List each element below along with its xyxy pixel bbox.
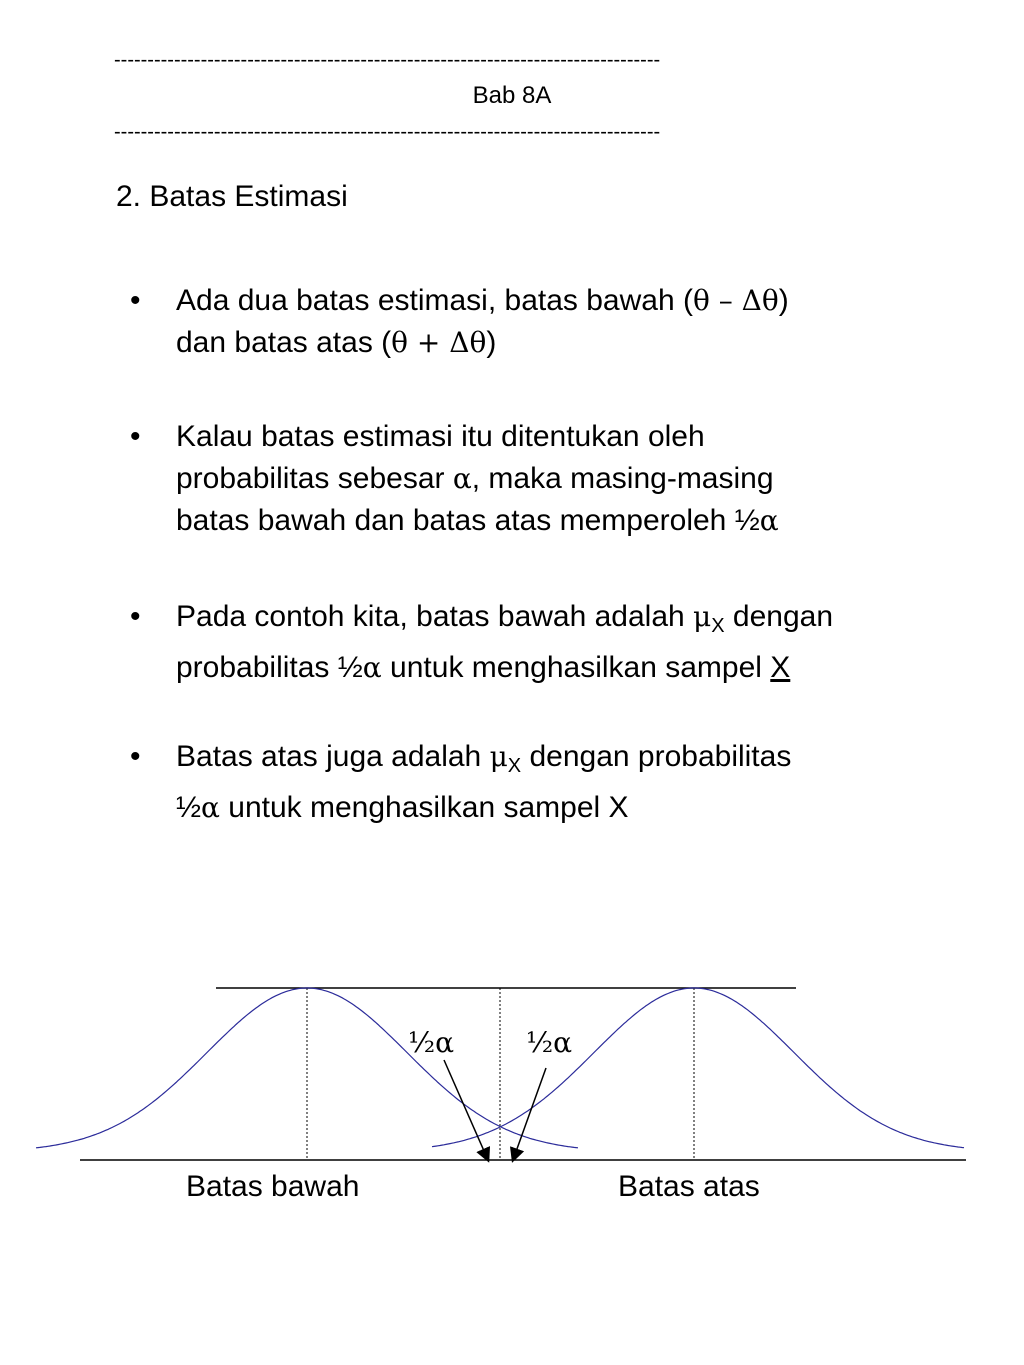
- right-tail-arrow: [513, 1068, 546, 1160]
- text-span: ): [486, 326, 497, 359]
- math-symbol: α: [759, 504, 779, 537]
- bullet-line: [176, 647, 950, 689]
- bullet-item-1: [130, 280, 950, 364]
- bullet-item-3: [130, 596, 950, 689]
- math-symbol: α: [201, 791, 220, 824]
- bullet-line: [176, 596, 950, 647]
- math-symbol: θ – Δθ: [692, 284, 779, 317]
- bullet-item-4: [130, 736, 950, 829]
- math-symbol: α: [452, 462, 472, 495]
- right-tail-probability-label: ½α: [526, 1026, 573, 1059]
- upper-bound-label: Batas atas: [618, 1170, 760, 1203]
- left-tail-arrow: [444, 1060, 488, 1160]
- math-symbol: μ: [693, 600, 712, 633]
- text-span: ): [778, 284, 789, 317]
- text-span: Ada dua batas estimasi, batas bawah (: [176, 284, 693, 317]
- text-span: Pada contoh kita, batas bawah adalah: [176, 600, 694, 633]
- text-span: probabilitas ½: [176, 651, 363, 684]
- bullet-line: Kalau batas estimasi itu ditentukan oleh: [176, 420, 705, 453]
- text-span: probabilitas sebesar: [176, 462, 453, 495]
- bullet-marker: •: [130, 420, 141, 453]
- bullet-line: [176, 736, 950, 787]
- math-symbol: θ + Δθ: [391, 326, 487, 359]
- bullet-line: [176, 787, 950, 829]
- header-rule-bottom: ----------------------------------------------------------------------------------: [114, 121, 661, 143]
- lower-bound-distribution-curve: [36, 988, 578, 1148]
- bullet-line: [176, 458, 950, 500]
- bullet-item-2: [130, 416, 950, 542]
- bullet-line: [176, 280, 950, 322]
- math-symbol: α: [362, 651, 382, 684]
- left-tail-probability-label: ½α: [408, 1026, 455, 1059]
- bullet-line: [176, 500, 950, 542]
- subscript: X: [711, 615, 725, 637]
- text-span: , maka masing-masing: [471, 462, 774, 495]
- text-span: batas bawah dan batas atas memperoleh ½: [176, 504, 760, 537]
- bullet-marker: •: [130, 600, 141, 633]
- chapter-title: Bab 8A: [472, 82, 552, 109]
- header-rule-top: ----------------------------------------------------------------------------------: [114, 49, 661, 71]
- bullet-marker: •: [130, 740, 141, 773]
- text-span: ½: [176, 791, 202, 824]
- text-span: dengan: [724, 600, 834, 633]
- subscript: X: [507, 755, 522, 777]
- text-span: dengan probabilitas: [521, 740, 792, 773]
- sample-mean-variable: X: [770, 651, 791, 684]
- bullet-line: [176, 322, 950, 364]
- text-span: Batas atas juga adalah: [176, 740, 490, 773]
- text-span: untuk menghasilkan sampel: [381, 651, 771, 684]
- text-span: untuk menghasilkan sampel X: [219, 791, 629, 824]
- estimation-bounds-diagram: [0, 960, 1024, 1260]
- bullet-marker: •: [130, 284, 141, 317]
- lower-bound-label: Batas bawah: [186, 1170, 360, 1203]
- text-span: dan batas atas (: [176, 326, 392, 359]
- section-heading: 2. Batas Estimasi: [116, 180, 348, 213]
- math-symbol: μ: [489, 740, 508, 773]
- upper-bound-distribution-curve: [432, 988, 964, 1148]
